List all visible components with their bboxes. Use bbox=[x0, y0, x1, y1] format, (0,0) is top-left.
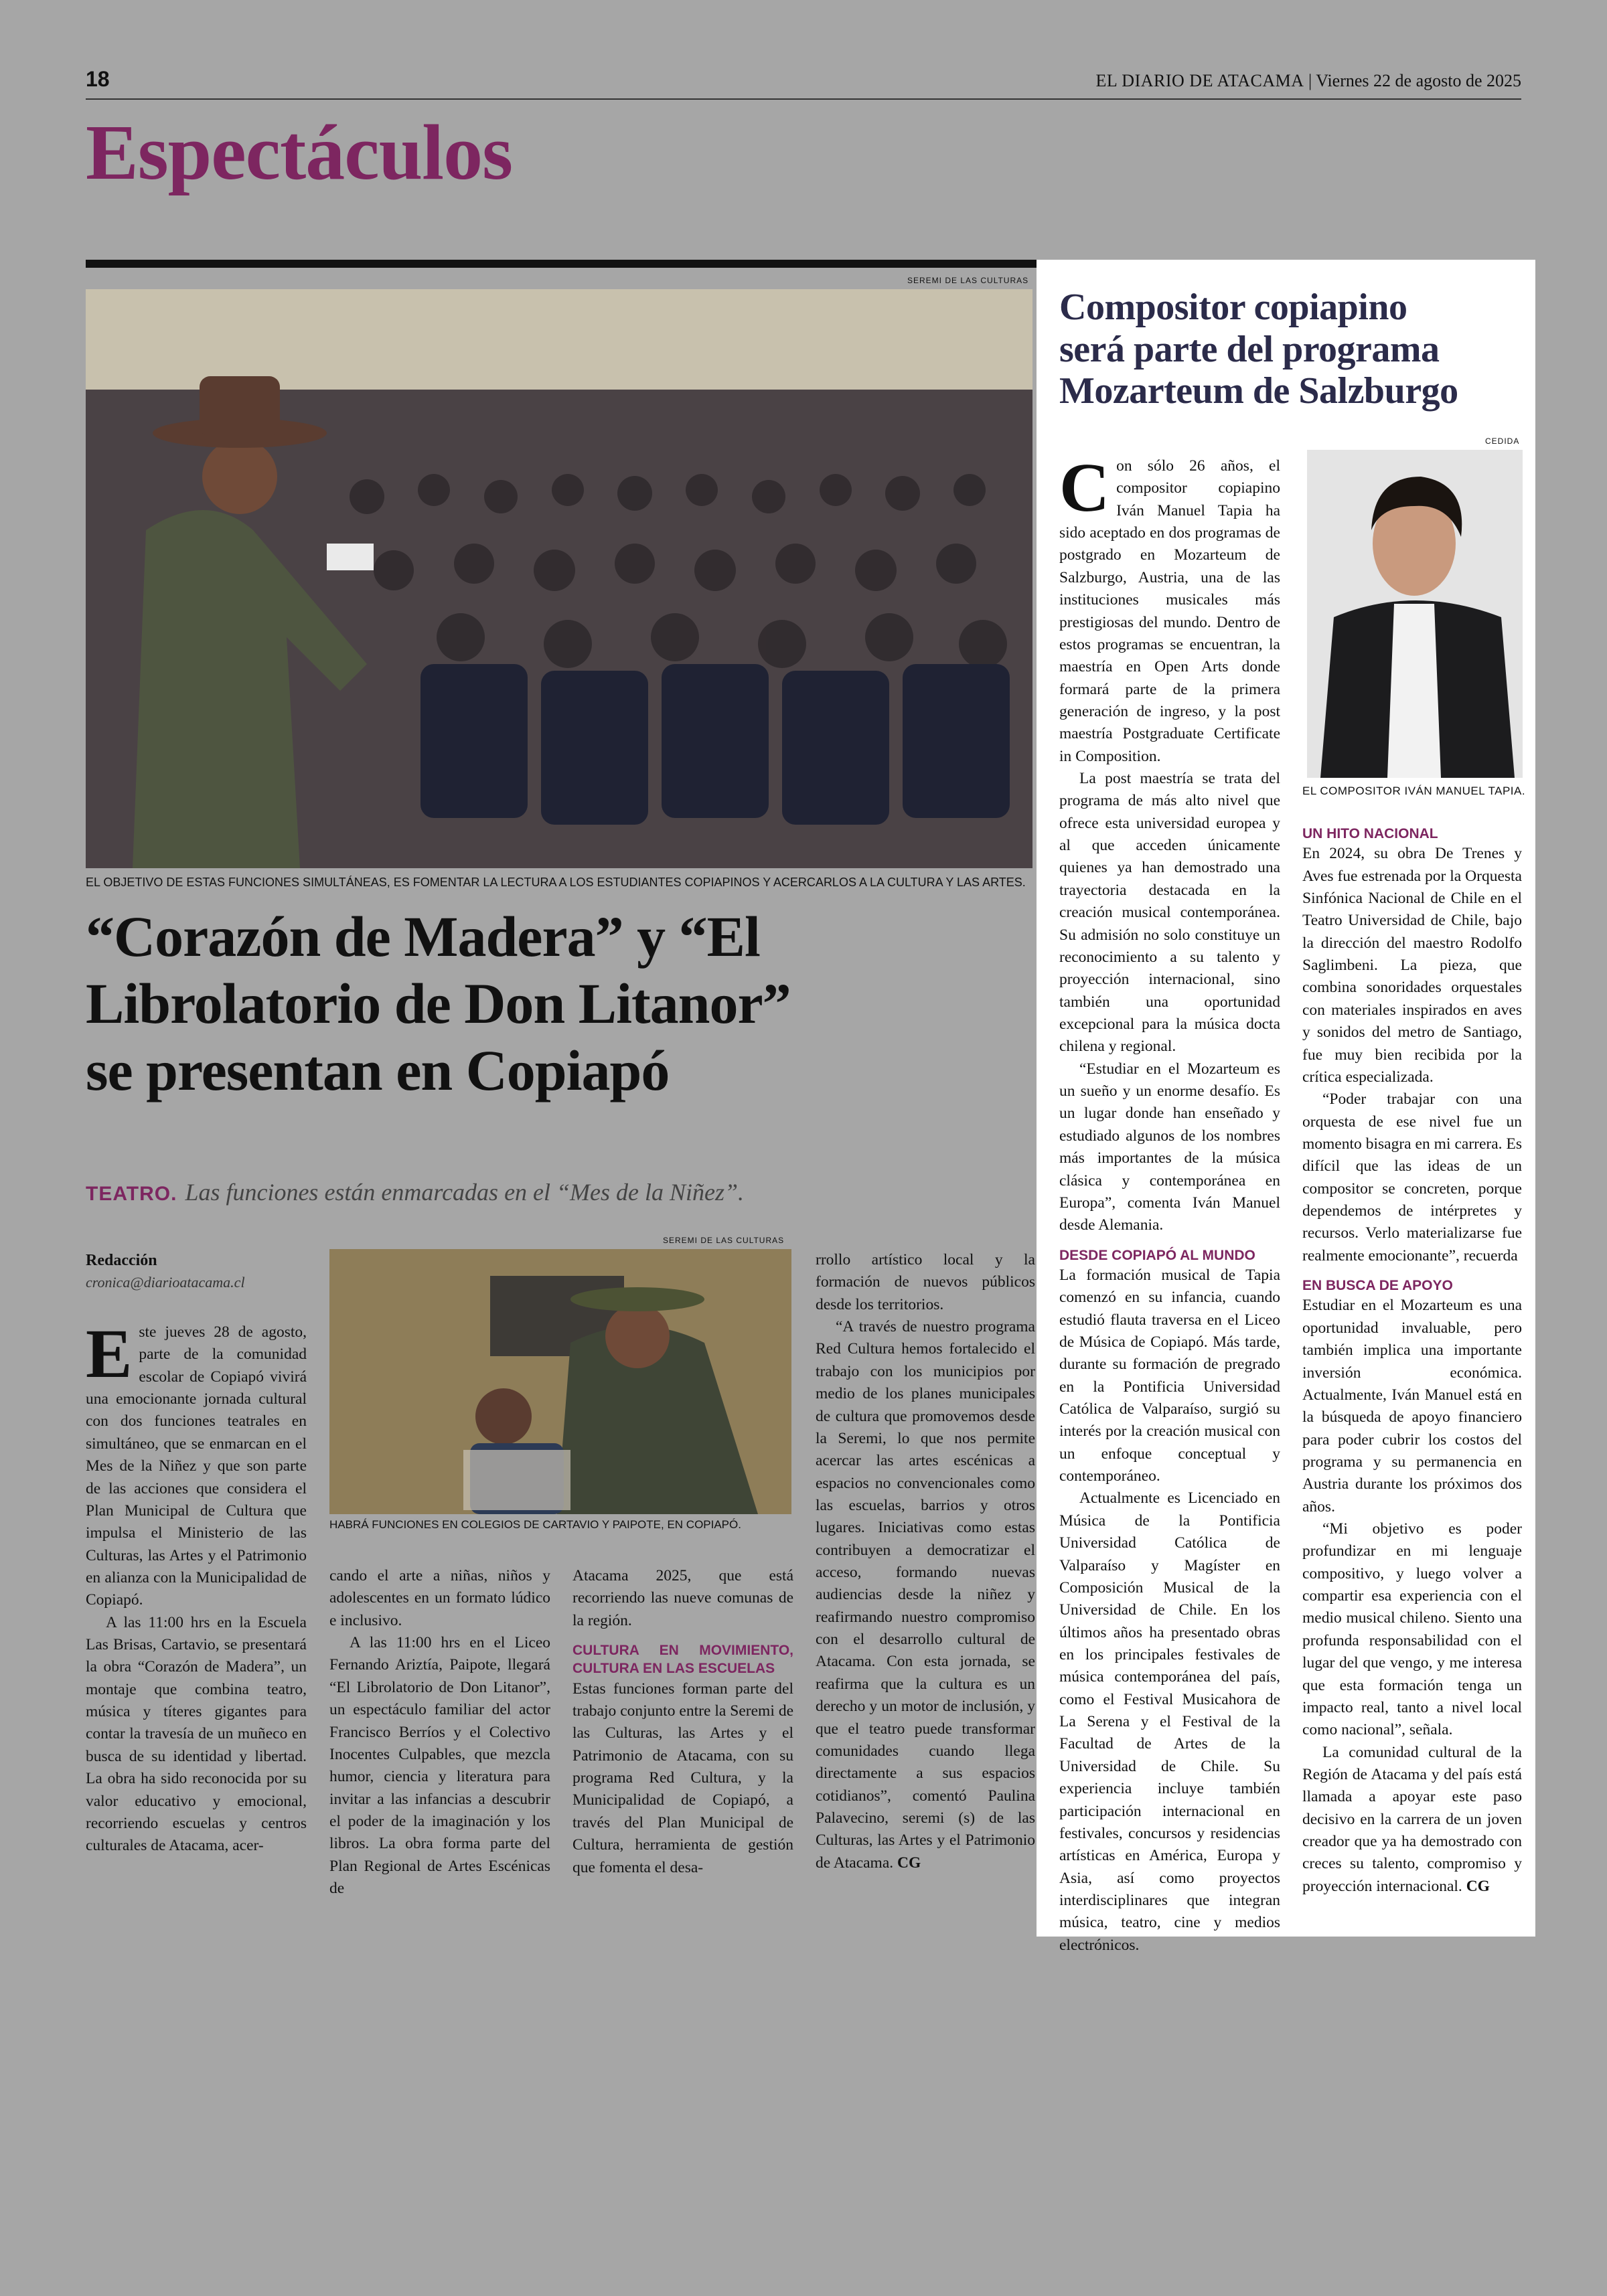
side-article-title bbox=[1059, 286, 1521, 412]
drop-cap: C bbox=[1059, 449, 1110, 526]
headline-line: “Corazón de Madera” y “El bbox=[86, 904, 760, 969]
side-photo-caption: EL COMPOSITOR IVÁN MANUEL TAPIA. bbox=[1302, 785, 1526, 797]
kicker-tag: TEATRO. bbox=[86, 1183, 177, 1205]
side-article-paragraph: En 2024, su obra De Trenes y Aves fue estrenada por la Orquesta Sinfónica Nacional de Chile en el Teatro Universidad de Chile, bajo la dirección del maestro Rodolfo Saglimbeni. La pieza, que combina sonoridades orquestales con materiales inspirados en aves y sonidos del metro de Santiago, fue muy bien recibida por la crítica especializada. bbox=[1302, 845, 1522, 1086]
small-photo-illustration bbox=[329, 1249, 791, 1514]
main-article-paragraph: Este jueves 28 de agosto, parte de la comunidad escolar de Copiapó vivirá una emocionante jornada cultural con dos funciones teatrales en simultáneo, que se enmarcan en el Mes de la Niñez y que son parte de las acciones que considera el Plan Municipal de Cultura que impulsa el Ministerio de las Culturas, las Artes y el Patrimonio en alianza con la Municipalidad de Copiapó. bbox=[86, 1315, 307, 1609]
end-mark: CG bbox=[897, 1854, 921, 1872]
byline-email: cronica@diarioatacama.cl bbox=[86, 1274, 245, 1291]
composer-photo bbox=[1307, 450, 1523, 778]
headline-line: se presentan en Copiapó bbox=[86, 1038, 670, 1102]
publication-name: EL DIARIO DE ATACAMA bbox=[1095, 71, 1304, 90]
main-article-column-2 bbox=[329, 1565, 550, 1900]
main-article-paragraph: rrollo artístico local y la formación de nuevos públicos desde los territorios. bbox=[816, 1251, 1035, 1313]
side-article-subhead: DESDE COPIAPÓ AL MUNDO bbox=[1059, 1247, 1255, 1263]
main-photo-illustration bbox=[86, 289, 1032, 868]
side-article-paragraph: La comunidad cultural de la Región de Atacama y del país está llamada a apoyar este paso decisivo en la carrera de un joven creador que ya ha demostrado con creces su talento, compromiso y proyección internacional. CG bbox=[1302, 1743, 1522, 1895]
side-article-subhead: EN BUSCA DE APOYO bbox=[1302, 1278, 1453, 1294]
main-article-column-1 bbox=[86, 1315, 307, 1858]
header-rule bbox=[86, 98, 1521, 100]
side-article-paragraph: Con sólo 26 años, el compositor copiapino Iván Manuel Tapia ha sido aceptado en dos programas de postgrado en Mozarteum de Salzburgo, Austria, una de las instituciones musicales más prestigiosas del mundo. Dentro de estos programas se encuentran, la maestría en Open Arts donde formará parte de la primera generación de ingreso, y la post maestría Postgraduate Certificate in Composition. bbox=[1059, 449, 1280, 765]
side-article-column-1 bbox=[1059, 449, 1280, 1957]
main-photo bbox=[86, 289, 1032, 868]
main-headline bbox=[86, 904, 1023, 1104]
main-article-paragraph: Estas funciones forman parte del trabajo conjunto entre la Seremi de las Culturas, las Artes y el Patrimonio de Atacama, con su programa Red Cultura, y la Municipalidad de Copiapó, a través del Plan Municipal de Cultura, herramienta de gestión que fomenta el desa- bbox=[572, 1679, 793, 1876]
kicker-text: Las funciones están enmarcadas en el “Mes de la Niñez”. bbox=[185, 1179, 745, 1206]
side-article-paragraph: “Estudiar en el Mozarteum es un sueño y un enorme desafío. Es un lugar donde han enseñado y estudiado algunos de los nombres más importantes de la música clásica y contemporánea en Europa”, comenta Iván Manuel desde Alemania. bbox=[1059, 1060, 1280, 1234]
main-article-subhead: CULTURA EN MOVIMIENTO, CULTURA EN LAS ESCUELAS bbox=[572, 1643, 793, 1677]
byline bbox=[86, 1252, 313, 1291]
headline-line: Librolatorio de Don Litanor” bbox=[86, 971, 791, 1036]
side-photo-credit: CEDIDA bbox=[1485, 436, 1520, 446]
small-photo bbox=[329, 1249, 791, 1514]
drop-cap: E bbox=[86, 1315, 133, 1392]
main-photo-credit: SEREMI DE LAS CULTURAS bbox=[907, 276, 1029, 285]
small-photo-credit: SEREMI DE LAS CULTURAS bbox=[663, 1236, 785, 1245]
side-title-line: Mozarteum de Salzburgo bbox=[1059, 370, 1458, 412]
main-article-column-4 bbox=[816, 1249, 1035, 1874]
side-article-paragraph: “Mi objetivo es poder profundizar en mi lenguaje compositivo, y luego volver a compartir esa experiencia con el medio musical chileno. Siento una profunda responsabilidad con el lugar del que vengo, y me interesa que esta formación tenga un impacto real, tanto a nivel local como nacional”, señala. bbox=[1302, 1520, 1522, 1739]
kicker bbox=[86, 1178, 744, 1206]
publication-date: | Viernes 22 de agosto de 2025 bbox=[1308, 71, 1521, 90]
byline-name: Redacción bbox=[86, 1252, 157, 1269]
side-article-column-2 bbox=[1302, 825, 1522, 1898]
main-article-paragraph: Atacama 2025, que está recorriendo las nueve comunas de la región. bbox=[572, 1567, 793, 1629]
side-article-paragraph: La post maestría se trata del programa de más alto nivel que ofrece esta universidad europea y al que acceden únicamente quienes ya han demostrado una trayectoria destacada en la creación musical contemporánea. Su admisión no solo constituye un reconocimiento a su talento y proyección internacional, sino también una oportunidad excepcional para la música docta chilena y regional. bbox=[1059, 770, 1280, 1056]
side-article-paragraph: “Poder trabajar con una orquesta de ese nivel fue un momento bisagra en mi carrera. Es difícil que las ideas de un compositor se concreten, porque dependemos de intérpretes y recursos. Verlo materializarse fue realmente emocionante”, recuerda bbox=[1302, 1090, 1522, 1264]
main-photo-caption: EL OBJETIVO DE ESTAS FUNCIONES SIMULTÁNEAS, ES FOMENTAR LA LECTURA A LOS ESTUDIANTES COPIAPINOS Y ACERCARLOS A LA CULTURA Y LAS ARTES. bbox=[86, 876, 1026, 889]
end-mark: CG bbox=[1466, 1877, 1490, 1895]
section-title: Espectáculos bbox=[86, 108, 512, 196]
main-article-paragraph: A las 11:00 hrs en el Liceo Fernando Ariztía, Paipote, llegará “El Librolatorio de Don Litanor”, un espectáculo familiar del actor Francisco Berríos y el Colectivo Inocentes Culpables, que mezcla humor, ciencia y literatura para invitar a las infancias a descubrir el poder de la imaginación y los libros. La obra forma parte del Plan Regional de Artes Escénicas de bbox=[329, 1634, 550, 1898]
publication-line bbox=[1096, 71, 1522, 91]
page-number: 18 bbox=[86, 67, 110, 91]
main-article-column-3 bbox=[572, 1565, 793, 1879]
main-article-paragraph: A las 11:00 hrs en la Escuela Las Brisas, Cartavio, se presentará la obra “Corazón de Madera”, un montaje que combina teatro, música y títeres gigantes para contar la travesía de un muñeco en busca de su identidad y libertad. La obra ha sido reconocida por su valor educativo y emocional, recorriendo escuelas y centros culturales de Atacama, acer- bbox=[86, 1613, 307, 1855]
side-title-line: será parte del programa bbox=[1059, 328, 1440, 370]
main-article-paragraph: “A través de nuestro programa Red Cultura hemos fortalecido el trabajo con los municipios por medio de los planes municipales de cultura que promovemos desde la Seremi, lo que nos permite acercar las artes escénicas a espacios no convencionales como las escuelas, barrios y otros lugares. Iniciativas como estas contribuyen a democratizar el acceso, formando nuevas audiencias desde la niñez y reafirmando nuestro compromiso con el desarrollo cultural de Atacama. Con esta jornada, se reafirma que la cultura es un derecho y un motor de inclusión, y que el teatro puede transformar comunidades cuando llega directamente a sus espacios cotidianos”, comentó Paulina Palavecino, seremi (s) de las Culturas, las Artes y el Patrimonio de Atacama. CG bbox=[816, 1318, 1035, 1872]
side-article-paragraph: La formación musical de Tapia comenzó en su infancia, cuando estudió flauta traversa en el Liceo de Música de Copiapó. Más tarde, durante su formación de pregrado en la Pontificia Universidad Católica de Valparaíso, surgió su interés por la creación musical con un enfoque conceptual y contemporáneo. bbox=[1059, 1266, 1280, 1485]
side-article-subhead: UN HITO NACIONAL bbox=[1302, 826, 1438, 841]
small-photo-caption: HABRÁ FUNCIONES EN COLEGIOS DE CARTAVIO Y PAIPOTE, EN COPIAPÓ. bbox=[329, 1518, 741, 1531]
main-article-paragraph: cando el arte a niñas, niños y adolescentes en un formato lúdico e inclusivo. bbox=[329, 1567, 550, 1629]
side-title-line: Compositor copiapino bbox=[1059, 286, 1407, 328]
composer-photo-illustration bbox=[1307, 450, 1523, 778]
side-article-paragraph: Estudiar en el Mozarteum es una oportunidad invaluable, pero también implica una importante inversión económica. Actualmente, Iván Manuel está en la búsqueda de apoyo financiero para poder cubrir los costos del programa y su permanencia en Austria durante los próximos dos años. bbox=[1302, 1297, 1522, 1515]
side-article-paragraph: Actualmente es Licenciado en Música de la Pontificia Universidad Católica de Valparaíso y Magíster en Composición Musical de la Universidad de Chile. En los últimos años ha presentado obras en los principales festivales de música contemporánea del país, como el Festival Musicahora de La Serena y el Festival de la Facultad de Artes de la Universidad de Chile. Su experiencia incluye también participación internacional en festivales, concursos y residencias artísticas en América, Europa y Asia, así como proyectos interdisciplinares que integran música, teatro, cine y medios electrónicos. bbox=[1059, 1489, 1280, 1954]
